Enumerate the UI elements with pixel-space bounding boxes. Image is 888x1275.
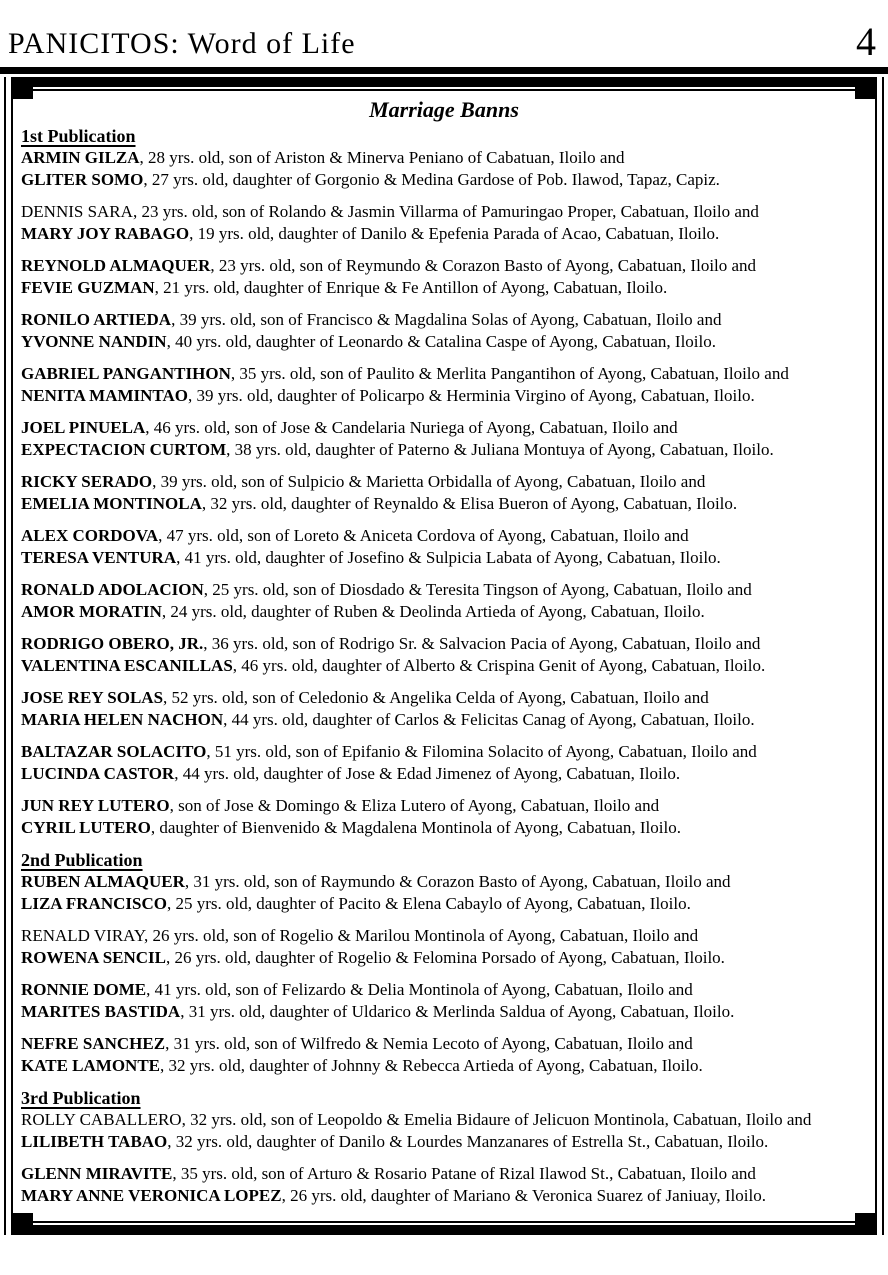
- groom-line: [21, 741, 867, 763]
- groom-name: NEFRE SANCHEZ: [21, 1034, 166, 1053]
- bride-name: LIZA FRANCISCO: [21, 894, 167, 913]
- groom-name: RUBEN ALMAQUER: [21, 872, 185, 891]
- groom-line: [21, 201, 867, 223]
- marriage-banns-entry: [21, 687, 867, 731]
- groom-line: [21, 795, 867, 817]
- bride-details: , 19 yrs. old, daughter of Danilo & Epefenia Parada of Acao, Cabatuan, Iloilo.: [189, 224, 720, 243]
- groom-name: ROLLY CABALLERO: [21, 1110, 182, 1129]
- groom-details: , 26 yrs. old, son of Rogelio & Marilou Montinola of Ayong, Cabatuan, Iloilo and: [143, 926, 699, 945]
- bride-details: , 26 yrs. old, daughter of Rogelio & Felomina Porsado of Ayong, Cabatuan, Iloilo.: [166, 948, 725, 967]
- bride-line: [21, 1185, 867, 1207]
- marriage-banns-entry: [21, 309, 867, 353]
- page-number: 4: [856, 19, 876, 64]
- groom-name: ARMIN GILZA: [21, 148, 140, 167]
- header-rule: [0, 67, 888, 74]
- document-title: Marriage Banns: [369, 97, 519, 122]
- bride-name: EXPECTACION CURTOM: [21, 440, 227, 459]
- bride-name: VALENTINA ESCANILLAS: [21, 656, 233, 675]
- bride-line: [21, 601, 867, 623]
- groom-line: [21, 633, 867, 655]
- bride-name: GLITER SOMO: [21, 170, 144, 189]
- marriage-banns-entry: [21, 871, 867, 915]
- bride-details: , 44 yrs. old, daughter of Carlos & Felicitas Canag of Ayong, Cabatuan, Iloilo.: [223, 710, 755, 729]
- groom-details: , 51 yrs. old, son of Epifanio & Filomina Solacito of Ayong, Cabatuan, Iloilo and: [206, 742, 757, 761]
- publication-heading-text: 1st Publication: [21, 126, 136, 146]
- marriage-banns-entry: [21, 741, 867, 785]
- groom-name: JOSE REY SOLAS: [21, 688, 164, 707]
- frame-content: [13, 89, 875, 1223]
- groom-line: [21, 309, 867, 331]
- bride-details: , daughter of Bienvenido & Magdalena Montinola of Ayong, Cabatuan, Iloilo.: [150, 818, 681, 837]
- bride-details: , 40 yrs. old, daughter of Leonardo & Catalina Caspe of Ayong, Cabatuan, Iloilo.: [166, 332, 716, 351]
- marriage-banns-entry: [21, 579, 867, 623]
- bride-details: , 44 yrs. old, daughter of Jose & Edad Jimenez of Ayong, Cabatuan, Iloilo.: [174, 764, 681, 783]
- groom-name: RENALD VIRAY: [21, 926, 144, 945]
- bride-name: EMELIA MONTINOLA: [21, 494, 202, 513]
- bride-line: [21, 1055, 867, 1077]
- bride-line: [21, 1131, 867, 1153]
- publication-heading-text: 3rd Publication: [21, 1088, 141, 1108]
- bride-details: , 25 yrs. old, daughter of Pacito & Elena Cabaylo of Ayong, Cabatuan, Iloilo.: [166, 894, 691, 913]
- groom-details: , 46 yrs. old, son of Jose & Candelaria Nuriega of Ayong, Cabatuan, Iloilo and: [145, 418, 678, 437]
- groom-details: , 31 yrs. old, son of Raymundo & Corazon Basto of Ayong, Cabatuan, Iloilo and: [184, 872, 731, 891]
- bride-details: , 39 yrs. old, daughter of Policarpo & Herminia Virgino of Ayong, Cabatuan, Iloilo.: [188, 386, 755, 405]
- groom-line: [21, 363, 867, 385]
- publication-section: [21, 1087, 867, 1207]
- bride-details: , 41 yrs. old, daughter of Josefino & Sulpicia Labata of Ayong, Cabatuan, Iloilo.: [176, 548, 721, 567]
- bride-line: [21, 547, 867, 569]
- groom-name: GABRIEL PANGANTIHON: [21, 364, 231, 383]
- bride-details: , 32 yrs. old, daughter of Danilo & Lourdes Manzanares of Estrella St., Cabatuan, Iloilo.: [167, 1132, 769, 1151]
- groom-details: , 25 yrs. old, son of Diosdado & Teresita Tingson of Ayong, Cabatuan, Iloilo and: [203, 580, 752, 599]
- bride-name: MARIA HELEN NACHON: [21, 710, 224, 729]
- frame-corner-top-right: [855, 87, 875, 99]
- bride-name: KATE LAMONTE: [21, 1056, 161, 1075]
- marriage-banns-entry: [21, 1033, 867, 1077]
- marriage-banns-entry: [21, 795, 867, 839]
- groom-details: , 36 yrs. old, son of Rodrigo Sr. & Salvacion Pacia of Ayong, Cabatuan, Iloilo and: [203, 634, 761, 653]
- bride-name: YVONNE NANDIN: [21, 332, 167, 351]
- groom-name: RONNIE DOME: [21, 980, 147, 999]
- bride-name: MARY JOY RABAGO: [21, 224, 190, 243]
- groom-name: RONALD ADOLACION: [21, 580, 204, 599]
- frame-corner-bottom-right: [855, 1213, 875, 1225]
- groom-line: [21, 255, 867, 277]
- bride-details: , 46 yrs. old, daughter of Alberto & Crispina Genit of Ayong, Cabatuan, Iloilo.: [232, 656, 766, 675]
- groom-details: , 39 yrs. old, son of Sulpicio & Marietta Orbidalla of Ayong, Cabatuan, Iloilo and: [152, 472, 706, 491]
- bride-line: [21, 817, 867, 839]
- groom-details: , 41 yrs. old, son of Felizardo & Delia Montinola of Ayong, Cabatuan, Iloilo and: [146, 980, 693, 999]
- bride-details: , 24 yrs. old, daughter of Ruben & Deolinda Artieda of Ayong, Cabatuan, Iloilo.: [161, 602, 705, 621]
- groom-details: , 39 yrs. old, son of Francisco & Magdalina Solas of Ayong, Cabatuan, Iloilo and: [171, 310, 722, 329]
- bride-line: [21, 763, 867, 785]
- groom-line: [21, 979, 867, 1001]
- marriage-banns-entry: [21, 1163, 867, 1207]
- groom-line: [21, 1033, 867, 1055]
- marriage-banns-entry: [21, 147, 867, 191]
- groom-name: ALEX CORDOVA: [21, 526, 159, 545]
- bride-name: FEVIE GUZMAN: [21, 278, 155, 297]
- frame-corner-top-left: [13, 87, 33, 99]
- groom-details: , 31 yrs. old, son of Wilfredo & Nemia Lecoto of Ayong, Cabatuan, Iloilo and: [165, 1034, 693, 1053]
- groom-name: RODRIGO OBERO, JR.: [21, 634, 204, 653]
- frame-inner-border: [11, 77, 877, 1235]
- groom-line: [21, 417, 867, 439]
- groom-details: , 35 yrs. old, son of Arturo & Rosario Patane of Rizal Ilawod St., Cabatuan, Iloilo and: [172, 1164, 756, 1183]
- bride-details: , 38 yrs. old, daughter of Paterno & Juliana Montuya of Ayong, Cabatuan, Iloilo.: [226, 440, 774, 459]
- bride-line: [21, 947, 867, 969]
- bride-name: MARY ANNE VERONICA LOPEZ: [21, 1186, 282, 1205]
- bride-details: , 32 yrs. old, daughter of Reynaldo & Elisa Bueron of Ayong, Cabatuan, Iloilo.: [201, 494, 738, 513]
- marriage-banns-entry: [21, 255, 867, 299]
- marriage-banns-entry: [21, 925, 867, 969]
- bride-name: LILIBETH TABAO: [21, 1132, 168, 1151]
- frame-corner-bottom-left: [13, 1213, 33, 1225]
- groom-details: , 47 yrs. old, son of Loreto & Aniceta Cordova of Ayong, Cabatuan, Iloilo and: [158, 526, 689, 545]
- marriage-banns-entry: [21, 979, 867, 1023]
- bride-name: AMOR MORATIN: [21, 602, 162, 621]
- groom-line: [21, 471, 867, 493]
- marriage-banns-entry: [21, 633, 867, 677]
- publication-heading: [21, 125, 867, 147]
- bride-name: ROWENA SENCIL: [21, 948, 167, 967]
- bride-details: , 32 yrs. old, daughter of Johnny & Rebecca Artieda of Ayong, Cabatuan, Iloilo.: [160, 1056, 703, 1075]
- bride-details: , 21 yrs. old, daughter of Enrique & Fe Antillon of Ayong, Cabatuan, Iloilo.: [154, 278, 668, 297]
- bride-details: , 31 yrs. old, daughter of Uldarico & Merlinda Saldua of Ayong, Cabatuan, Iloilo.: [180, 1002, 735, 1021]
- groom-details: , 35 yrs. old, son of Paulito & Merlita Pangantihon of Ayong, Cabatuan, Iloilo and: [230, 364, 789, 383]
- groom-name: BALTAZAR SOLACITO: [21, 742, 207, 761]
- marriage-banns-entry: [21, 417, 867, 461]
- bride-line: [21, 169, 867, 191]
- bride-line: [21, 893, 867, 915]
- groom-name: GLENN MIRAVITE: [21, 1164, 173, 1183]
- bride-line: [21, 655, 867, 677]
- publication-section: [21, 849, 867, 1077]
- groom-line: [21, 525, 867, 547]
- bride-name: LUCINDA CASTOR: [21, 764, 175, 783]
- groom-line: [21, 147, 867, 169]
- groom-line: [21, 579, 867, 601]
- groom-name: RICKY SERADO: [21, 472, 153, 491]
- groom-name: REYNOLD ALMAQUER: [21, 256, 211, 275]
- bride-line: [21, 277, 867, 299]
- groom-name: JUN REY LUTERO: [21, 796, 170, 815]
- masthead: [8, 19, 882, 68]
- bride-name: TERESA VENTURA: [21, 548, 177, 567]
- groom-details: , 52 yrs. old, son of Celedonio & Angelika Celda of Ayong, Cabatuan, Iloilo and: [163, 688, 709, 707]
- publication-heading: [21, 849, 867, 871]
- bride-line: [21, 439, 867, 461]
- publication-heading: [21, 1087, 867, 1109]
- bride-line: [21, 385, 867, 407]
- groom-details: , 23 yrs. old, son of Reymundo & Corazon Basto of Ayong, Cabatuan, Iloilo and: [210, 256, 757, 275]
- bride-line: [21, 1001, 867, 1023]
- groom-line: [21, 1109, 867, 1131]
- sections-container: [21, 125, 867, 1207]
- groom-details: , 28 yrs. old, son of Ariston & Minerva Peniano of Cabatuan, Iloilo and: [139, 148, 625, 167]
- groom-details: , 32 yrs. old, son of Leopoldo & Emelia Bidaure of Jelicuon Montinola, Cabatuan, Iloilo and: [181, 1110, 812, 1129]
- marriage-banns-entry: [21, 201, 867, 245]
- marriage-banns-entry: [21, 525, 867, 569]
- newsletter-title: PANICITOS: Word of Life: [8, 27, 356, 60]
- decorative-border-frame: [4, 77, 884, 1235]
- bride-line: [21, 493, 867, 515]
- bride-name: CYRIL LUTERO: [21, 818, 151, 837]
- groom-line: [21, 871, 867, 893]
- publication-heading-text: 2nd Publication: [21, 850, 143, 870]
- marriage-banns-entry: [21, 363, 867, 407]
- bride-details: , 26 yrs. old, daughter of Mariano & Veronica Suarez of Janiuay, Iloilo.: [281, 1186, 766, 1205]
- groom-details: , son of Jose & Domingo & Eliza Lutero of Ayong, Cabatuan, Iloilo and: [169, 796, 660, 815]
- bride-line: [21, 331, 867, 353]
- bride-name: MARITES BASTIDA: [21, 1002, 181, 1021]
- groom-name: DENNIS SARA: [21, 202, 133, 221]
- groom-line: [21, 925, 867, 947]
- bride-line: [21, 709, 867, 731]
- marriage-banns-entry: [21, 1109, 867, 1153]
- groom-line: [21, 1163, 867, 1185]
- bride-name: NENITA MAMINTAO: [21, 386, 189, 405]
- groom-details: , 23 yrs. old, son of Rolando & Jasmin Villarma of Pamuringao Proper, Cabatuan, Iloilo and: [132, 202, 759, 221]
- groom-name: JOEL PINUELA: [21, 418, 146, 437]
- bride-line: [21, 223, 867, 245]
- bride-details: , 27 yrs. old, daughter of Gorgonio & Medina Gardose of Pob. Ilawod, Tapaz, Capiz.: [143, 170, 720, 189]
- groom-line: [21, 687, 867, 709]
- marriage-banns-entry: [21, 471, 867, 515]
- groom-name: RONILO ARTIEDA: [21, 310, 172, 329]
- publication-section: [21, 125, 867, 839]
